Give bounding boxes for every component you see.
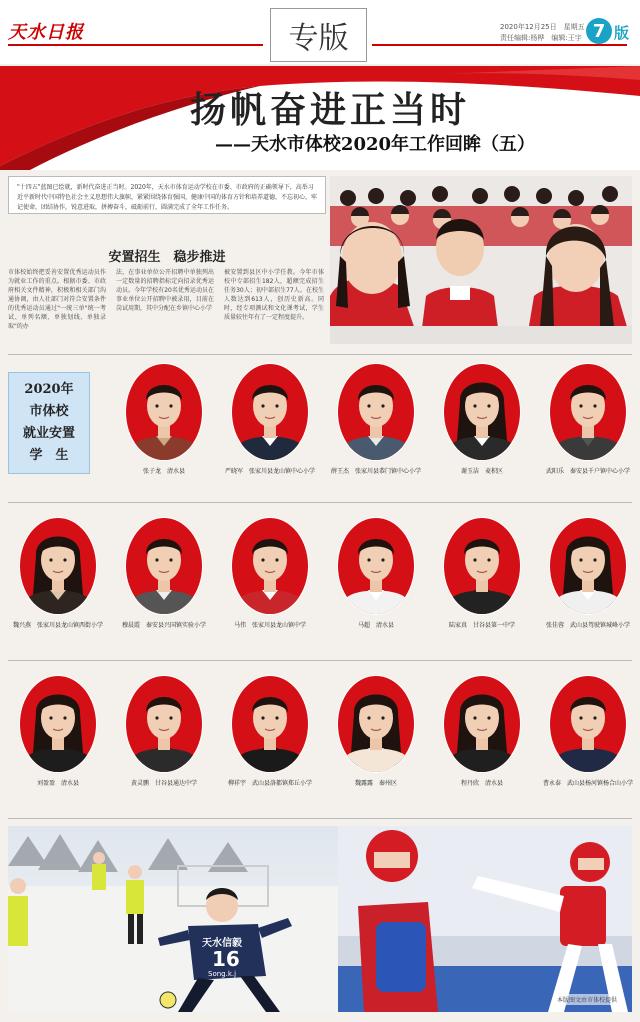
student-name: 程丹欣 清水县	[460, 780, 503, 787]
student-card	[324, 674, 428, 808]
student-name: 陆家真 甘谷县第一中学	[448, 622, 515, 629]
student-card	[324, 516, 428, 650]
issue-date: 2020年12月25日 星期五	[500, 23, 585, 31]
student-photo	[548, 674, 628, 774]
sports-photo	[8, 826, 632, 1012]
divider	[8, 660, 632, 661]
student-name: 张佳蓉 武山县驾驶镇城峰小学	[545, 622, 630, 629]
student-photo	[230, 674, 310, 774]
article-column-2: 法，在事业单位公开招聘中单独列出一定数量的招聘指标定向招录优秀运动员。今年学校有20名优秀运动员在事业单位公开招聘中被录用，目前在岗试用期，其中分配在乡镇中心小学	[116, 269, 214, 312]
subheadline: ——天水市体校2020年工作回眸（五）	[214, 134, 536, 155]
divider	[8, 502, 632, 503]
graduates-label	[8, 372, 90, 474]
section-heading: 安置招生 稳步推进	[108, 250, 226, 265]
jersey-name: Song.k.j	[208, 970, 237, 978]
student-card	[430, 674, 534, 808]
student-card	[112, 516, 216, 650]
divider	[8, 818, 632, 819]
student-name: 刘盈盈 清水县	[36, 780, 79, 787]
student-card	[112, 362, 216, 496]
student-name: 谢玉洁 麦积区	[460, 468, 503, 475]
student-name: 魏露露 秦州区	[354, 780, 397, 787]
student-photo	[230, 362, 310, 462]
student-card	[6, 674, 110, 808]
article-column-3: 被安置到县区中小学任教。今年市体校中专部招生182人，超额完成招生任务30人；初中部招生77人。在校生人数达到613人，创历史新高。同时，经专项测试和文化课考试，学生质量较往年有了一定程度提升。	[224, 269, 324, 321]
page-unit: 版	[614, 24, 630, 42]
student-name: 黄灵鹏 甘谷县通达中学	[130, 780, 197, 787]
student-photo	[442, 674, 522, 774]
student-name: 薛王杰 张家川县恭门镇中心小学	[330, 468, 421, 475]
masthead-rule-left	[8, 44, 263, 46]
divider	[8, 354, 632, 355]
student-photo	[548, 516, 628, 616]
newspaper-logo: 天水日报	[8, 22, 84, 43]
student-photo	[230, 516, 310, 616]
page-number-badge: 7	[586, 18, 612, 44]
student-photo	[124, 674, 204, 774]
student-photo	[124, 516, 204, 616]
jersey-number: 16	[212, 947, 240, 971]
student-name: 穆晨霞 秦安县兴国镇实验小学	[121, 622, 206, 629]
student-photo	[18, 674, 98, 774]
student-photo	[442, 516, 522, 616]
student-photo	[442, 362, 522, 462]
student-photo	[336, 516, 416, 616]
student-card	[324, 362, 428, 496]
student-card	[218, 516, 322, 650]
headline: 扬帆奋进正当时	[189, 89, 470, 131]
student-card	[536, 362, 640, 496]
student-card	[536, 516, 640, 650]
label-line: 2020年	[24, 382, 74, 397]
student-card	[430, 516, 534, 650]
student-name: 魏兴燕 张家川县龙山镇西街小学	[12, 622, 103, 629]
student-photo	[336, 674, 416, 774]
label-line: 就业安置	[22, 426, 75, 441]
jersey-team-text: 天水信毅	[202, 938, 242, 949]
editor-credits: 责任编辑:杨桦 编辑:王宇	[500, 34, 582, 42]
student-name: 张子龙 清水县	[142, 468, 185, 475]
student-name: 武阳乐 秦安县千户镇中心小学	[545, 468, 630, 475]
student-name: 柳祥宇 武山县洛都镇郑丘小学	[227, 780, 312, 787]
student-card	[430, 362, 534, 496]
section-title: 专版	[270, 8, 367, 62]
student-card	[6, 516, 110, 650]
intro-box: "十四五"蓝图已绘就，新时代奋进正当时。2020年，天水市体育运动学校在市委、市政府的正确领导下，高举习近平新时代中国特色社会主义思想伟大旗帜，紧紧围绕体育强国，健康中国的体育方针和培养道德，不忘初心，牢记使命，团结协作，锐意进取，拼搏奋斗，砥砺前行，圆满完成了全年工作任务。	[8, 176, 326, 214]
student-photo	[124, 362, 204, 462]
classroom-photo	[330, 176, 632, 344]
student-name: 马超 清水县	[357, 622, 394, 629]
student-card	[112, 674, 216, 808]
student-name: 马伟 张家川县龙山镇中学	[233, 622, 306, 629]
student-card	[218, 362, 322, 496]
student-photo	[336, 362, 416, 462]
student-photo	[18, 516, 98, 616]
student-card	[536, 674, 640, 808]
student-name: 曹永泰 武山县杨河镇杨合山小学	[542, 780, 633, 787]
label-line: 学 生	[29, 448, 69, 463]
student-photo	[548, 362, 628, 462]
photo-credit: 本版图文由市体校提供	[555, 994, 619, 1005]
student-card	[218, 674, 322, 808]
student-name: 严晓军 张家川县龙山镇中心小学	[224, 468, 315, 475]
article-column-1: 市体校始终把妥善安置优秀运动员作为就业工作的重点。根据市委、市政府相关文件精神，积极和相关部门沟通协调，由人社部门对符合安置条件的优秀运动员通过"一统三单"统一考试、单列名额、单独划线、单独录取"的办	[8, 269, 106, 330]
masthead-rule-right	[372, 44, 627, 46]
label-line: 市体校	[29, 404, 69, 419]
